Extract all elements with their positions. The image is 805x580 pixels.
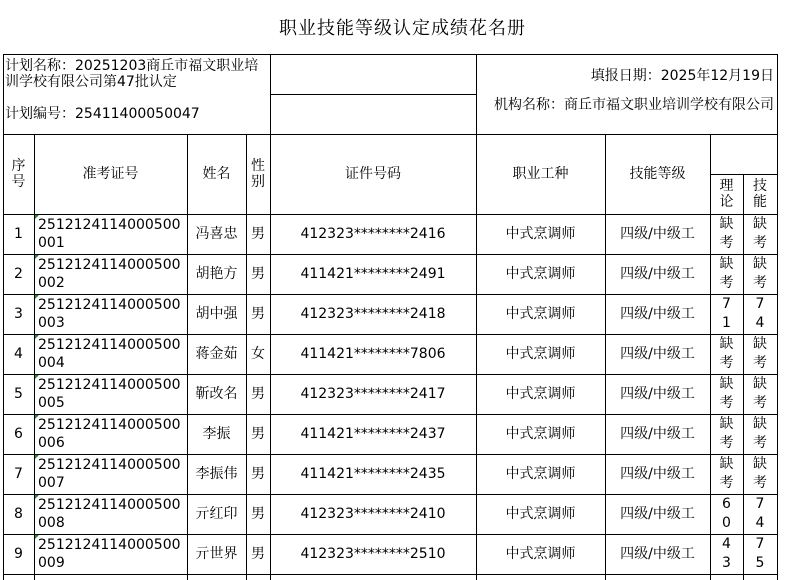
row-occupation[interactable]: 中式烹调师 xyxy=(505,266,576,282)
row-theory-score[interactable]: 缺考 xyxy=(719,416,734,451)
grid-vline xyxy=(34,134,35,580)
page-title: 职业技能等级认定成绩花名册 xyxy=(279,18,526,39)
row-seq[interactable]: 2 xyxy=(14,266,23,282)
row-exam-no[interactable]: 2512124114000500008 xyxy=(38,497,181,531)
row-seq[interactable]: 5 xyxy=(14,386,23,402)
row-occupation[interactable]: 中式烹调师 xyxy=(505,306,576,322)
header-seq[interactable]: 序号 xyxy=(11,158,26,190)
row-exam-no[interactable]: 2512124114000500004 xyxy=(38,337,181,371)
header-gender[interactable]: 性别 xyxy=(251,158,265,190)
row-seq[interactable]: 4 xyxy=(14,346,23,362)
cell-marker-icon xyxy=(35,215,39,219)
row-id-no[interactable]: 412323********2417 xyxy=(300,386,446,402)
row-skill-score[interactable]: 缺考 xyxy=(753,336,767,371)
row-name[interactable]: 靳改名 xyxy=(195,386,238,402)
row-skill-score[interactable]: 缺考 xyxy=(753,376,767,411)
row-skill-level[interactable]: 四级/中级工 xyxy=(620,426,695,442)
row-gender[interactable]: 男 xyxy=(251,266,265,282)
row-gender[interactable]: 女 xyxy=(251,346,265,362)
grid-vline xyxy=(187,134,188,580)
row-gender[interactable]: 男 xyxy=(251,386,265,402)
grid-vline xyxy=(270,134,271,580)
plan-name[interactable]: 计划名称：20251203商丘市福文职业培训学校有限公司第47批认定 xyxy=(5,58,259,90)
grid-vline xyxy=(777,54,778,580)
grid-vline xyxy=(476,54,477,134)
row-exam-no[interactable]: 2512124114000500007 xyxy=(38,457,181,491)
grid-vline xyxy=(270,54,271,134)
row-skill-level[interactable]: 四级/中级工 xyxy=(620,266,695,282)
grid-hline xyxy=(3,534,778,535)
grid-vline xyxy=(743,174,744,580)
row-seq[interactable]: 1 xyxy=(14,226,23,242)
row-exam-no[interactable]: 2512124114000500003 xyxy=(38,297,181,331)
row-skill-level[interactable]: 四级/中级工 xyxy=(620,386,695,402)
row-theory-score[interactable]: 缺考 xyxy=(719,256,734,291)
row-gender[interactable]: 男 xyxy=(251,426,265,442)
row-skill-score[interactable]: 75 xyxy=(755,536,765,571)
row-theory-score[interactable]: 60 xyxy=(722,496,731,531)
row-occupation[interactable]: 中式烹调师 xyxy=(505,346,576,362)
row-theory-score[interactable]: 43 xyxy=(722,536,731,571)
header-skill-level[interactable]: 技能等级 xyxy=(629,166,686,182)
grid-vline xyxy=(476,134,477,580)
row-id-no[interactable]: 412323********2416 xyxy=(300,226,446,242)
grid-hline xyxy=(3,574,778,575)
cell-marker-icon xyxy=(35,335,39,339)
row-skill-score[interactable]: 缺考 xyxy=(753,216,767,251)
cell-marker-icon xyxy=(35,255,39,259)
row-theory-score[interactable]: 缺考 xyxy=(719,216,734,251)
grid-hline xyxy=(3,334,778,335)
row-skill-score[interactable]: 74 xyxy=(755,296,765,331)
row-skill-level[interactable]: 四级/中级工 xyxy=(620,346,695,362)
row-skill-score[interactable]: 缺考 xyxy=(753,416,767,451)
grid-vline xyxy=(605,134,606,580)
row-name[interactable]: 亓红印 xyxy=(195,506,238,522)
header-id-no[interactable]: 证件号码 xyxy=(345,166,401,182)
row-exam-no[interactable]: 2512124114000500006 xyxy=(38,417,181,451)
grid-hline xyxy=(3,494,778,495)
row-exam-no[interactable]: 2512124114000500002 xyxy=(38,257,181,291)
row-skill-level[interactable]: 四级/中级工 xyxy=(620,306,695,322)
cell-marker-icon xyxy=(35,415,39,419)
row-name[interactable]: 蒋金茹 xyxy=(195,346,238,362)
header-occupation[interactable]: 职业工种 xyxy=(512,166,569,182)
row-name[interactable]: 亓世界 xyxy=(195,546,238,562)
row-theory-score[interactable]: 缺考 xyxy=(719,336,734,371)
grid-hline xyxy=(3,134,778,135)
row-theory-score[interactable]: 缺考 xyxy=(719,376,734,411)
row-skill-level[interactable]: 四级/中级工 xyxy=(620,506,695,522)
row-seq[interactable]: 9 xyxy=(14,546,23,562)
row-skill-level[interactable]: 四级/中级工 xyxy=(620,226,695,242)
row-occupation[interactable]: 中式烹调师 xyxy=(505,386,576,402)
row-skill-level[interactable]: 四级/中级工 xyxy=(620,466,695,482)
row-name[interactable]: 冯喜忠 xyxy=(195,226,238,242)
grid-hline xyxy=(3,374,778,375)
cell-marker-icon xyxy=(35,455,39,459)
grid-vline xyxy=(3,54,4,580)
row-occupation[interactable]: 中式烹调师 xyxy=(505,506,576,522)
row-id-no[interactable]: 412323********2418 xyxy=(300,306,446,322)
row-seq[interactable]: 7 xyxy=(14,466,23,482)
row-skill-score[interactable]: 缺考 xyxy=(753,456,767,491)
header-exam-no[interactable]: 准考证号 xyxy=(82,166,139,182)
row-theory-score[interactable]: 71 xyxy=(722,296,731,331)
grid-vline xyxy=(710,134,711,580)
row-name[interactable]: 李振伟 xyxy=(195,466,238,482)
row-name[interactable]: 胡艳方 xyxy=(195,266,238,282)
header-name[interactable]: 姓名 xyxy=(202,166,231,182)
row-occupation[interactable]: 中式烹调师 xyxy=(505,546,576,562)
row-seq[interactable]: 6 xyxy=(14,426,23,442)
row-id-no[interactable]: 411421********2437 xyxy=(300,426,446,442)
row-id-no[interactable]: 411421********7806 xyxy=(300,346,446,362)
header-skill[interactable]: 技能 xyxy=(753,178,767,210)
fill-date[interactable]: 填报日期：2025年12月19日 xyxy=(590,68,774,84)
row-id-no[interactable]: 412323********2410 xyxy=(300,506,446,522)
row-id-no[interactable]: 411421********2435 xyxy=(300,466,446,482)
grid-hline xyxy=(3,254,778,255)
cell-marker-icon xyxy=(35,535,39,539)
row-occupation[interactable]: 中式烹调师 xyxy=(505,466,576,482)
org-name[interactable]: 机构名称：商丘市福文职业培训学校有限公司 xyxy=(494,97,774,113)
row-exam-no[interactable]: 2512124114000500001 xyxy=(38,217,181,251)
row-occupation[interactable]: 中式烹调师 xyxy=(505,226,576,242)
row-skill-score[interactable]: 缺考 xyxy=(753,256,767,291)
row-gender[interactable]: 男 xyxy=(251,226,265,242)
grid-hline xyxy=(3,294,778,295)
row-gender[interactable]: 男 xyxy=(251,546,265,562)
grid-vline xyxy=(246,134,247,580)
row-gender[interactable]: 男 xyxy=(251,506,265,522)
row-gender[interactable]: 男 xyxy=(251,466,265,482)
plan-number[interactable]: 计划编号：25411400050047 xyxy=(5,106,200,122)
cell-marker-icon xyxy=(35,495,39,499)
row-name[interactable]: 胡中强 xyxy=(195,306,238,322)
row-occupation[interactable]: 中式烹调师 xyxy=(505,426,576,442)
grid-hline xyxy=(3,214,778,215)
row-exam-no[interactable]: 2512124114000500009 xyxy=(38,537,181,571)
grid-hline xyxy=(3,54,778,55)
row-gender[interactable]: 男 xyxy=(251,306,265,322)
row-exam-no[interactable]: 2512124114000500005 xyxy=(38,377,181,411)
cell-marker-icon xyxy=(35,375,39,379)
row-skill-score[interactable]: 74 xyxy=(755,496,765,531)
row-name[interactable]: 李振 xyxy=(202,426,231,442)
cell-marker-icon xyxy=(35,295,39,299)
header-theory[interactable]: 理论 xyxy=(719,178,734,210)
grid-hline xyxy=(3,414,778,415)
grid-hline xyxy=(3,454,778,455)
row-id-no[interactable]: 412323********2510 xyxy=(300,546,446,562)
row-theory-score[interactable]: 缺考 xyxy=(719,456,734,491)
row-skill-level[interactable]: 四级/中级工 xyxy=(620,546,695,562)
grid-hline xyxy=(270,94,476,95)
row-seq[interactable]: 8 xyxy=(14,506,23,522)
row-id-no[interactable]: 411421********2491 xyxy=(300,266,446,282)
row-seq[interactable]: 3 xyxy=(14,306,23,322)
